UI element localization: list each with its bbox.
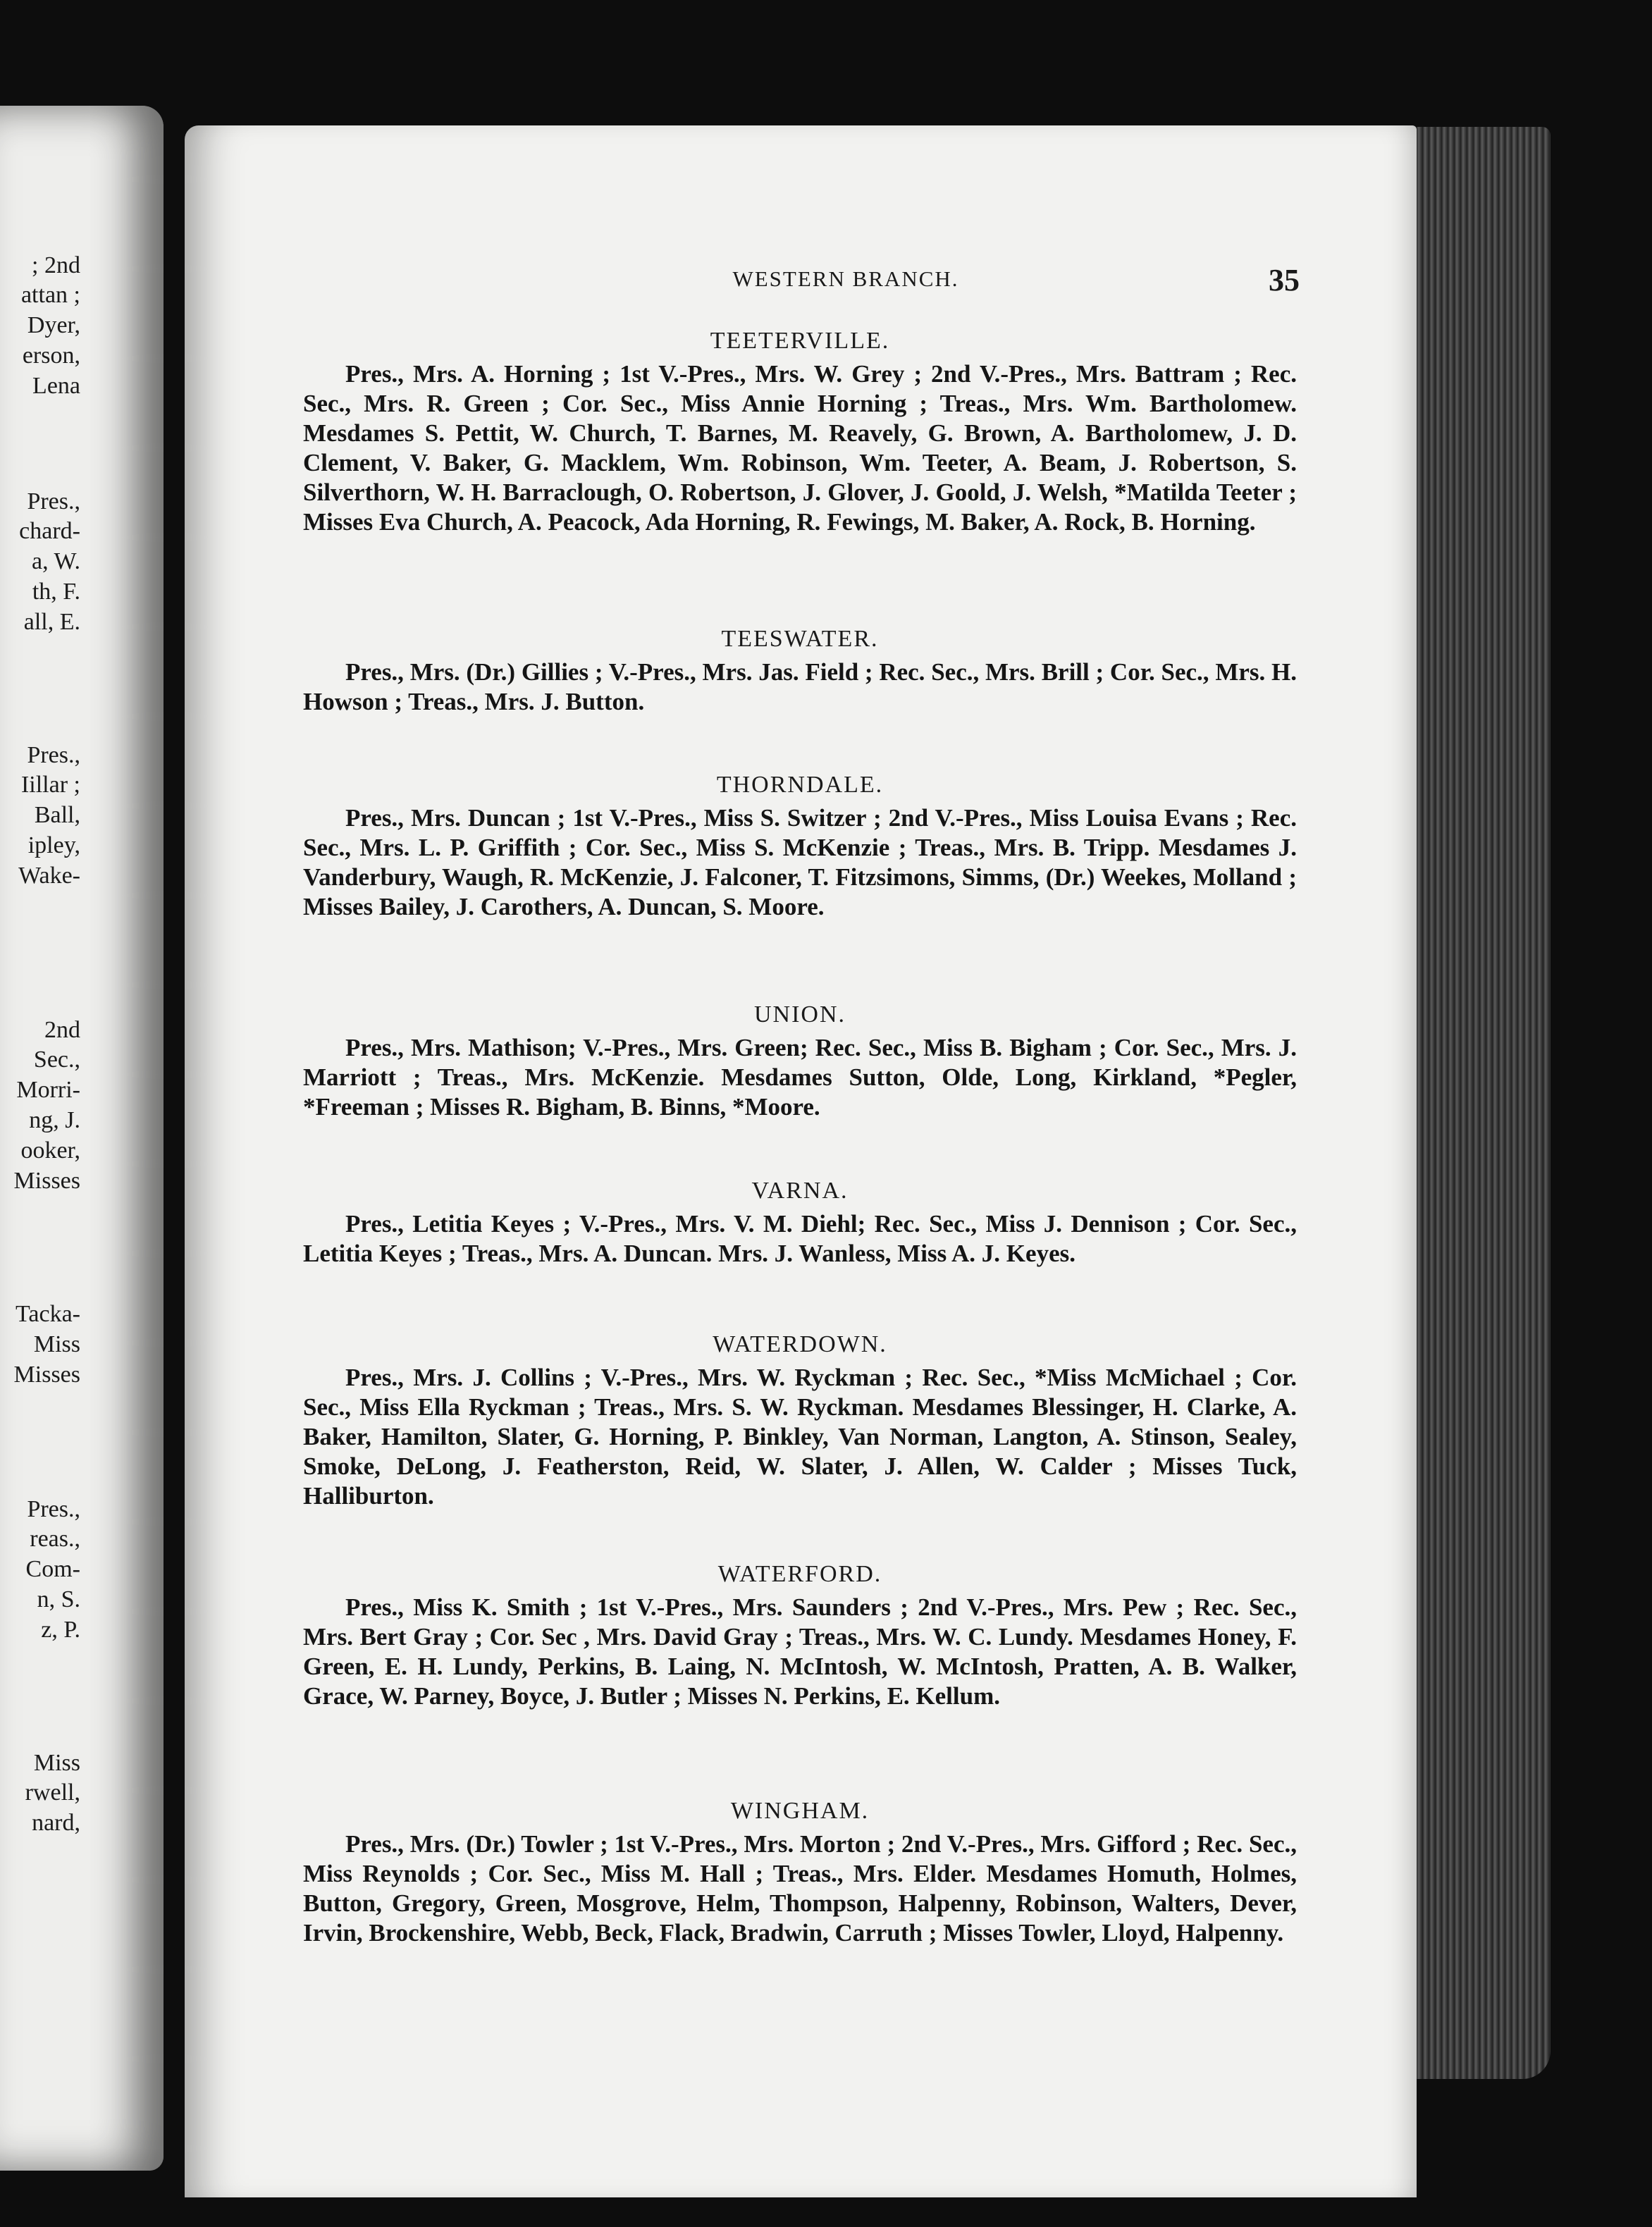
left-page-fragment: 2nd [44,1017,80,1043]
section-body: Pres., Mrs. A. Horning ; 1st V.-Pres., Mrs. W. Grey ; 2nd V.-Pres., Mrs. Battram ; Rec. Sec., Mrs. R. Green ; Cor. Sec., Miss Annie Horning ; Treas., Mrs. Wm. Bartholomew. Mesdames S. Pettit, W. Church, T. Barnes, M. Reavely, G. Brown, A. Bartholomew, J. D. Clement, V. Baker, G. Macklem, Wm. Robinson, Wm. Teeter, A. Beam, J. Robertson, S. Silverthorn, W. H. Barraclough, O. Robertson, J. Glover, J. Goold, J. Welsh, *Matilda Teeter ; Misses Eva Church, A. Peacock, Ada Horning, R. Fewings, M. Baker, A. Rock, B. Horning. [303,360,1297,536]
running-head: WESTERN BRANCH. [732,266,959,291]
section-teeterville [303,326,1297,537]
left-page-fragment: Lena [32,373,80,399]
left-page-fragment: ng, J. [29,1107,80,1133]
left-page-fragment: Tacka- [16,1301,80,1327]
section-union [303,999,1297,1122]
page-number: 35 [1269,263,1300,297]
section-body: Pres., Mrs. Mathison; V.-Pres., Mrs. Green; Rec. Sec., Miss B. Bigham ; Cor. Sec., Mrs. J. Marriott ; Treas., Mrs. McKenzie. Mesdames Sutton, Olde, Long, Kirkland, *Pegler, *Freeman ; Misses R. Bigham, B. Binns, *Moore. [303,1034,1297,1121]
left-page-fragment: n, S. [37,1586,80,1612]
section-thorndale [303,770,1297,922]
left-page-fragment: Miss [33,1750,80,1776]
left-page-fragment: Miss [33,1331,80,1357]
left-page-fragment: z, P. [41,1617,80,1643]
left-page-fragment: Morri- [16,1077,80,1103]
section-body: Pres., Mrs. (Dr.) Towler ; 1st V.-Pres., Mrs. Morton ; 2nd V.-Pres., Mrs. Gifford ; Rec. Sec., Miss Reynolds ; Cor. Sec., Miss M. Hall ; Treas., Mrs. Elder. Mesdames Homuth, Holmes, Button, Gregory, Green, Mosgrove, Helm, Thompson, Halpenny, Robinson, Walters, Dever, Irvin, Brockenshire, Webb, Beck, Flack, Bradwin, Carruth ; Misses Towler, Lloyd, Halpenny. [303,1830,1297,1947]
section-title: TEETERVILLE. [710,328,890,354]
left-page-fragment: Com- [25,1556,80,1582]
section-body: Pres., Mrs. (Dr.) Gillies ; V.-Pres., Mrs. Jas. Field ; Rec. Sec., Mrs. Brill ; Cor. Sec., Mrs. H. Howson ; Treas., Mrs. J. Button. [303,658,1297,715]
section-teeswater [303,624,1297,717]
left-page-fragment: Dyer, [27,312,80,338]
left-page-fragment: ; 2nd [32,252,80,278]
section-wingham [303,1796,1297,1948]
book-fore-edge [1417,127,1551,2079]
section-title: VARNA. [751,1178,849,1204]
left-page-fragment: Ball, [34,802,80,828]
left-page-fragment: ipley, [27,832,80,858]
left-page-fragment: nard, [32,1810,80,1836]
left-page-fragment: rwell, [25,1779,80,1806]
section-title: WINGHAM. [730,1798,870,1824]
section-body: Pres., Miss K. Smith ; 1st V.-Pres., Mrs. Saunders ; 2nd V.-Pres., Mrs. Pew ; Rec. Sec., Mrs. Bert Gray ; Cor. Sec , Mrs. David Gray ; Treas., Mrs. W. C. Lundy. Mesdames Honey, F. Green, E. H. Lundy, Perkins, B. Laing, N. McIntosh, W. McIntosh, Pratten, A. B. Walker, Grace, W. Parney, Boyce, J. Butler ; Misses N. Perkins, E. Kellum. [303,1593,1297,1710]
section-waterdown [303,1329,1297,1511]
section-body: Pres., Letitia Keyes ; V.-Pres., Mrs. V. M. Diehl; Rec. Sec., Miss J. Dennison ; Cor. Sec., Letitia Keyes ; Treas., Mrs. A. Duncan. Mrs. J. Wanless, Miss A. J. Keyes. [303,1210,1297,1267]
left-page-fragment: Pres., [27,488,80,514]
section-title: WATERDOWN. [713,1331,887,1357]
left-page-fragment: chard- [19,518,80,544]
left-page-fragment: th, F. [32,579,80,605]
left-page-fragment: reas., [30,1526,80,1552]
section-waterford [303,1559,1297,1711]
section-title: THORNDALE. [716,772,884,798]
section-title: WATERFORD. [717,1561,882,1587]
section-body: Pres., Mrs. J. Collins ; V.-Pres., Mrs. W. Ryckman ; Rec. Sec., *Miss McMichael ; Cor. Sec., Miss Ella Ryckman ; Treas., Mrs. S. W. Ryckman. Mesdames Blessinger, H. Clarke, A. Baker, Hamilton, Slater, G. Horning, P. Binkley, Van Norman, Langton, A. Stinson, Sealey, Smoke, DeLong, J. Featherston, Reid, W. Slater, J. Allen, W. Calder ; Misses Tuck, Halliburton. [303,1364,1297,1510]
section-title: TEESWATER. [721,626,879,652]
left-page-fragment: Misses [13,1362,80,1388]
left-page-fragment: all, E. [23,609,80,635]
left-page-fragment: Pres., [27,742,80,768]
left-page-fragment: a, W. [32,548,80,574]
left-page-fragment: Pres., [27,1496,80,1522]
left-page-fragment: Wake- [18,863,80,889]
left-page-fragment: erson, [22,343,80,369]
left-page-fragment: Sec., [33,1047,80,1073]
previous-page-fragment [0,106,164,2171]
left-page-fragment: Iillar ; [20,772,80,798]
section-title: UNION. [753,1001,846,1028]
left-page-fragment: ooker, [20,1137,80,1164]
section-varna [303,1176,1297,1269]
section-body: Pres., Mrs. Duncan ; 1st V.-Pres., Miss S. Switzer ; 2nd V.-Pres., Miss Louisa Evans ; Rec. Sec., Mrs. L. P. Griffith ; Cor. Sec., Miss S. McKenzie ; Treas., Mrs. B. Tripp. Mesdames J. Vanderbury, Waugh, R. McKenzie, J. Falconer, T. Fitzsimons, Simms, (Dr.) Weekes, Molland ; Misses Bailey, J. Carothers, A. Duncan, S. Moore. [303,804,1297,920]
left-page-fragment: attan ; [20,282,80,308]
left-page-fragment: Misses [13,1168,80,1194]
